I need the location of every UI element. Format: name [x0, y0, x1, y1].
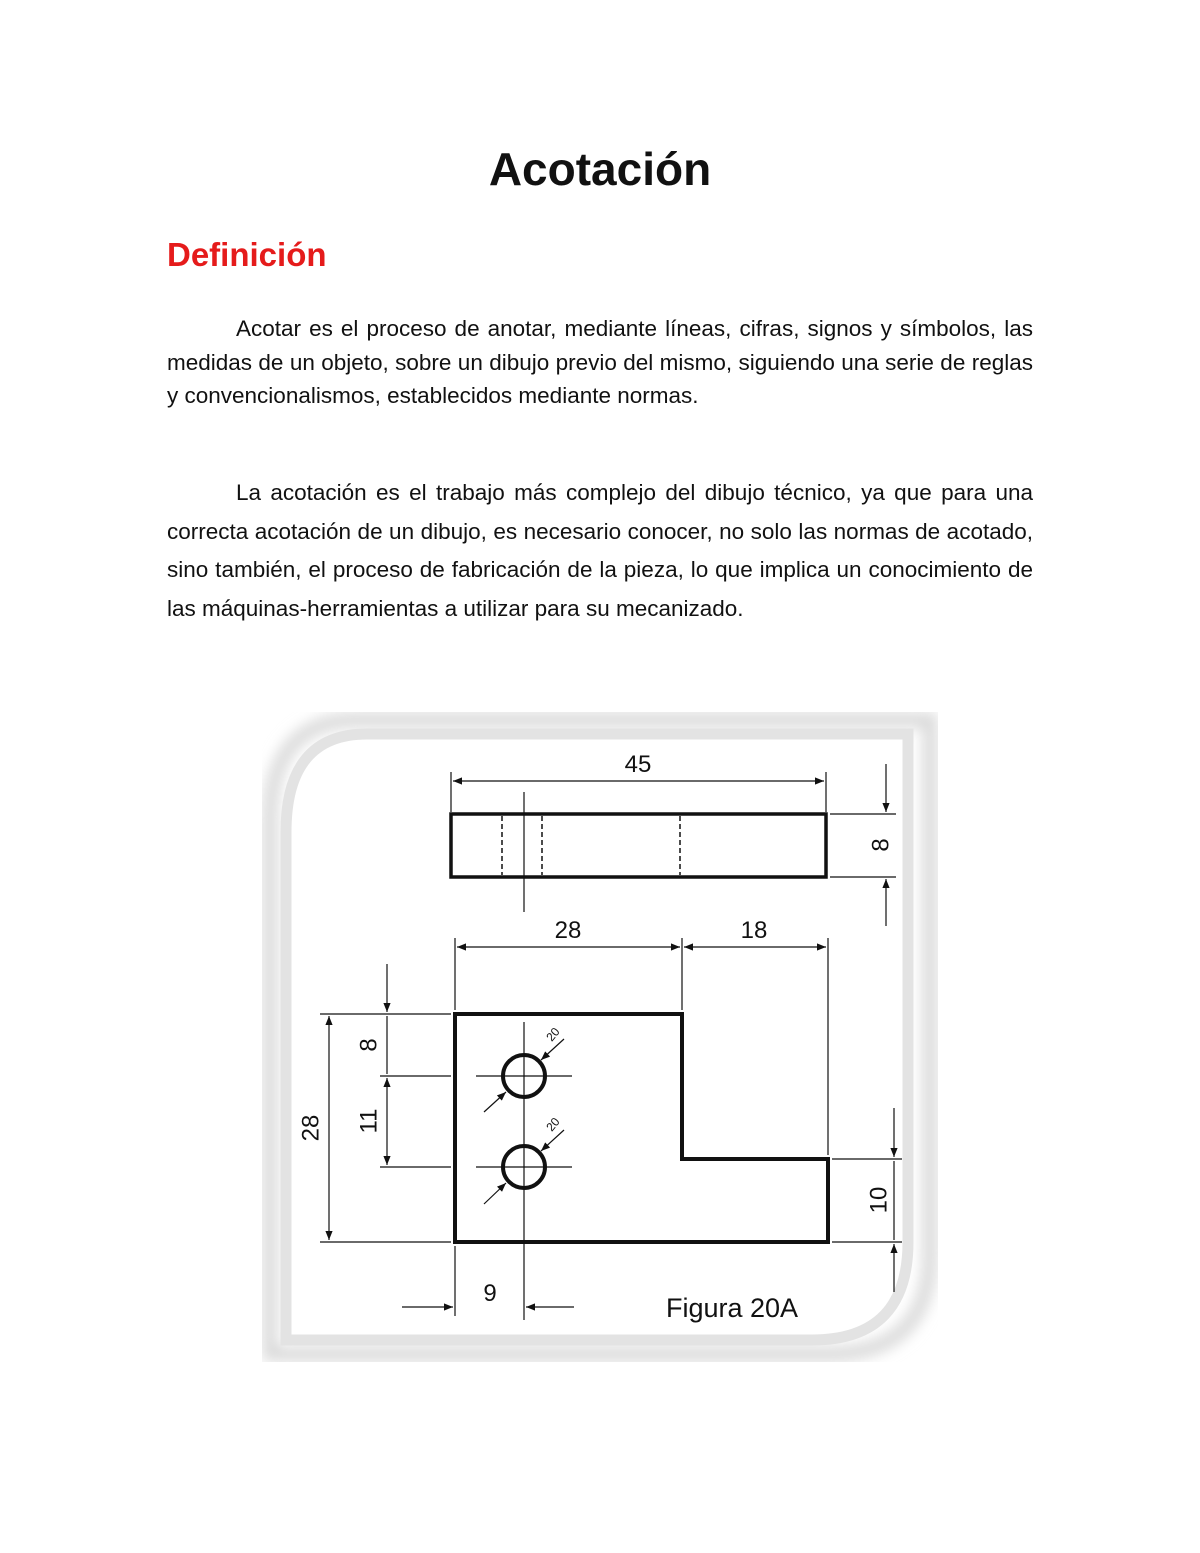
frame-border: [286, 734, 908, 1340]
dim-10-label: 10: [865, 1186, 893, 1214]
technical-drawing-figure: [262, 712, 938, 1362]
dim-11-label: 11: [355, 1108, 383, 1134]
hole-diameter-label-1: 20: [543, 1024, 563, 1045]
page-title: Acotación: [488, 143, 712, 195]
dim-45-label: 45: [624, 751, 652, 778]
dim-28-height-label: 28: [297, 1114, 325, 1142]
paragraph-complexity: La acotación es el trabajo más complejo del dibujo técnico, ya que para una correcta acotación de un dibujo, es necesario conocer, no solo las normas de acotado, sino también, el proceso de fabricación de la pieza, lo que implica un conocimiento de las máquinas-herramientas a utilizar para su mecanizado.: [167, 480, 1033, 621]
dim-18-width-label: 18: [740, 917, 768, 944]
dim-9-label: 9: [483, 1280, 497, 1307]
dim-8-top-label: 8: [867, 838, 895, 852]
technical-drawing: [262, 712, 938, 1362]
hole-diameter-label-2: 20: [543, 1114, 563, 1135]
dim-28-width-label: 28: [554, 917, 582, 944]
dim-8-left-label: 8: [355, 1038, 383, 1052]
section-heading: Definición: [167, 236, 327, 273]
figure-caption: Figura 20A: [665, 1293, 799, 1323]
paragraph-definition: Acotar es el proceso de anotar, mediante líneas, cifras, signos y símbolos, las medidas de un objeto, sobre un dibujo previo del mismo, siguiendo una serie de reglas y convencionalismos, establecidos mediante normas.: [167, 316, 1033, 408]
